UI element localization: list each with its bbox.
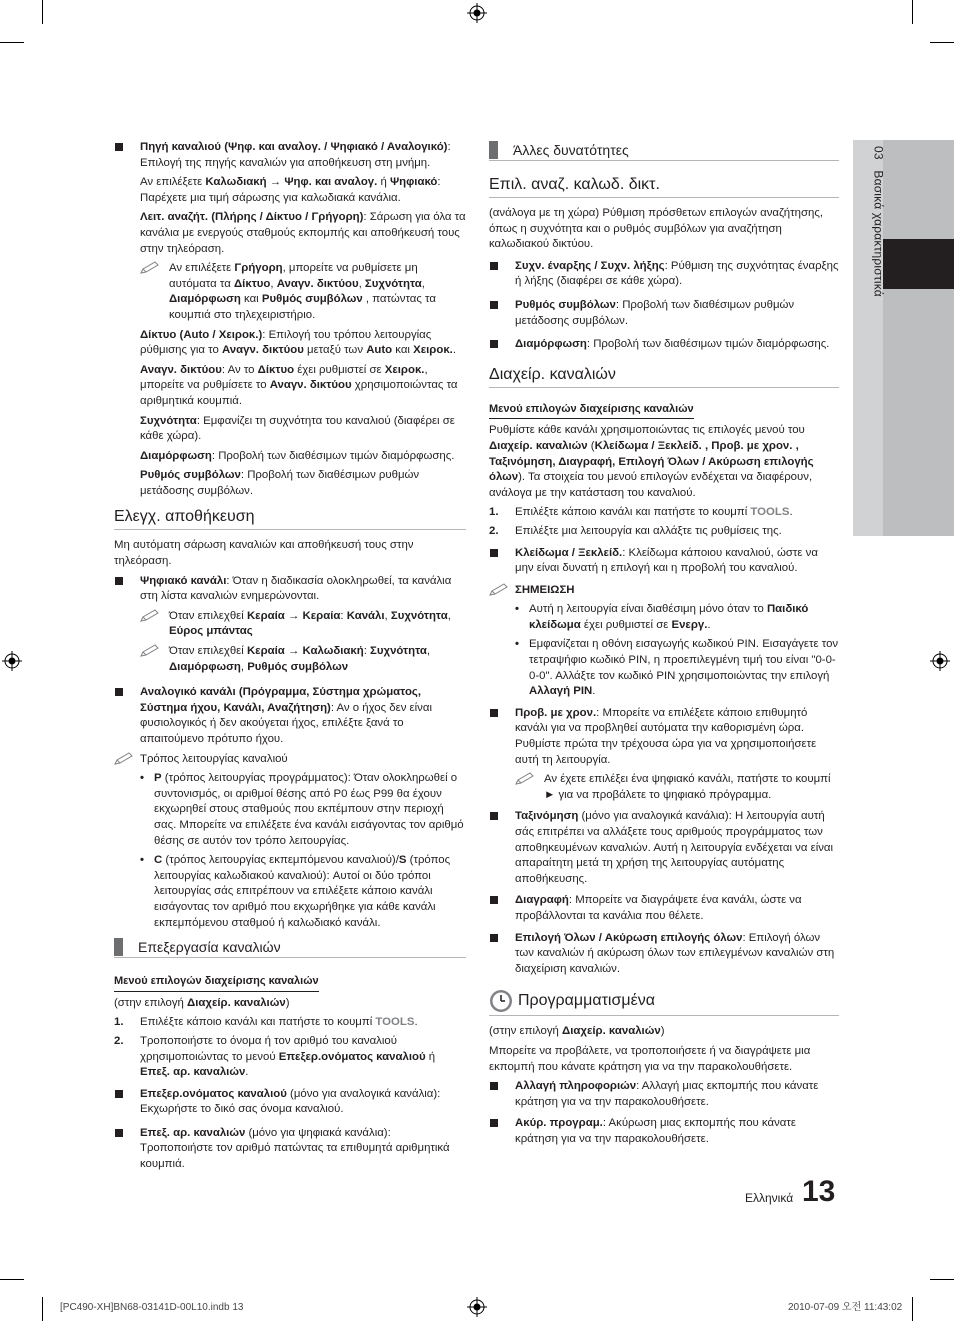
dot-bullet: •	[515, 638, 519, 651]
crop-mark	[930, 42, 954, 43]
paragraph: Μη αυτόματη σάρωση καναλιών και αποθήκευσή τους στην τηλεόραση.	[114, 539, 414, 568]
menu-heading: Μενού επιλογών διαχείρισης καναλιών	[489, 402, 694, 420]
crop-mark	[912, 1297, 913, 1321]
section-title-cable-search: Επιλ. αναζ. καλωδ. δικτ.	[489, 175, 839, 198]
list-item: • Εμφανίζεται η οθόνη εισαγωγής κωδικού PIN. Εισαγάγετε τον τετραψήφιο κωδικό PIN, η προεπιλεγμένη τιμή του είναι "0-0-0-0". Αλλάξτε τον κωδικό PIN χρησιμοποιώντας την επιλογή Αλλαγή PIN.	[515, 638, 839, 698]
bullet-timer-viewing: Προβ. με χρον.: Μπορείτε να επιλέξετε κάποιο επιθυμητό κανάλι για να προβληθεί αυτόματα την καθορισμένη ώρα. Ρυθμίστε πρώτα την τρέχουσα ώρα για να χρησιμοποιήσετε αυτή τη λειτουργία.	[489, 706, 839, 768]
section-bar-icon	[114, 938, 123, 956]
square-bullet-icon	[490, 262, 498, 270]
crop-mark	[42, 1297, 43, 1321]
paragraph: Δίκτυο (Auto / Χειροκ.): Επιλογή του τρόπου λειτουργίας ρύθμισης για το Αναγν. δικτύου μεταξύ των Auto και Χειροκ..	[140, 328, 457, 357]
note: Όταν επιλεχθεί Κεραία → Καλωδιακή: Συχνότητα, Διαμόρφωση, Ρυθμός συμβόλων	[114, 644, 466, 675]
bullet-change-info: Αλλαγή πληροφοριών: Αλλαγή μιας εκπομπής που κάνατε κράτηση για να την παρακολουθήσετε.	[489, 1079, 839, 1110]
square-bullet-icon	[490, 896, 498, 904]
note-pencil-icon	[140, 644, 160, 658]
note-pencil-icon	[515, 772, 535, 786]
square-bullet-icon	[490, 1082, 498, 1090]
crop-mark	[42, 0, 43, 24]
bullet-channel-source: Πηγή καναλιού (Ψηφ. και αναλογ. / Ψηφιακό / Αναλογικό): Επιλογή της πηγής καναλιών για αποθήκευση στη μνήμη.	[114, 140, 466, 171]
list-item: • Αυτή η λειτουργία είναι διαθέσιμη μόνο όταν το Παιδικό κλείδωμα έχει ρυθμιστεί σε Ενεργ..	[515, 603, 809, 631]
square-bullet-icon	[115, 143, 123, 151]
bullet-modulation: Διαμόρφωση: Προβολή των διαθέσιμων τιμών διαμόρφωσης.	[489, 337, 839, 353]
registration-mark-icon	[467, 1297, 487, 1317]
print-slug-date: 2010-07-09 오전 11:43:02	[788, 1302, 903, 1313]
registration-mark-icon	[2, 651, 22, 671]
section-title-manual-store: Ελεγχ. αποθήκευση	[114, 507, 466, 530]
crop-mark	[930, 1279, 954, 1280]
paragraph: (ανάλογα με τη χώρα) Ρύθμιση πρόσθετων επιλογών αναζήτησης, όπως η συχνότητα και ο ρυθμός συμβόλων για αναζήτηση καλωδιακού δικτύου.	[489, 207, 823, 251]
paragraph: Αν επιλέξετε Καλωδιακή → Ψηφ. και αναλογ. ή Ψηφιακό: Παρέχετε μια τιμή σάρωσης για καλωδιακά κανάλια.	[140, 176, 441, 204]
step-1: 1. Επιλέξτε κάποιο κανάλι και πατήστε το κουμπί TOOLS.	[489, 506, 793, 519]
square-bullet-icon	[115, 1090, 123, 1098]
chapter-tab-marker	[883, 239, 954, 289]
bullet-symbol-rate: Ρυθμός συμβόλων: Προβολή των διαθέσιμων ρυθμών μετάδοσης συμβόλων.	[489, 298, 839, 329]
section-title-edit-channels: Επεξεργασία καναλιών	[114, 937, 466, 958]
crop-mark	[0, 1279, 24, 1280]
paragraph: Μπορείτε να προβάλετε, να τροποποιήσετε ή να διαγράψετε μια εκπομπή που κάνατε κράτηση για να την παρακολουθήσετε.	[489, 1044, 811, 1073]
dot-bullet: •	[140, 854, 144, 867]
clock-icon	[489, 989, 513, 1013]
list-item: • C (τρόπος λειτουργίας εκπεμπόμενου καναλιού)/S (τρόπος λειτουργίας καλωδιακού καναλιού): Αυτοί οι δύο τρόποι λειτουργίας σάς επιτρέπουν να επιλέξετε κάποιο κανάλι εισάγοντας τον αριθμό που εκχωρήθηκε για κάθε κανάλι εκπεμπόμενου σταθμού ή καλωδιακό κανάλι.	[140, 854, 451, 929]
note-heading: ΣΗΜΕΙΩΣΗ	[489, 583, 839, 599]
crop-mark	[0, 42, 24, 43]
menu-heading: Μενού επιλογών διαχείρισης καναλιών	[114, 974, 319, 992]
step-1: 1. Επιλέξτε κάποιο κανάλι και πατήστε το κουμπί TOOLS.	[114, 1016, 418, 1029]
section-bar-icon	[489, 141, 498, 159]
left-column	[114, 140, 466, 1177]
chapter-tab-label: 03 Βασικά χαρακτηριστικά	[871, 146, 886, 297]
list-item: • P (τρόπος λειτουργίας προγράμματος): Όταν ολοκληρωθεί ο συντονισμός, οι αριθμοί θέσης από P0 έως P99 θα έχουν εκχωρηθεί στους σταθμούς που εκπέμπουν στην περιοχή σας. Μπορείτε να επιλέξετε ένα κανάλι εισάγοντας τον αριθμό θέσης σε αυτόν τον τρόπο λειτουργίας.	[140, 772, 464, 847]
right-column	[489, 140, 839, 1152]
chapter-tab-band	[883, 140, 954, 536]
square-bullet-icon	[115, 1129, 123, 1137]
registration-mark-icon	[930, 651, 950, 671]
print-slug-file: [PC490-XH]BN68-03141D-00L10.indb 13	[60, 1302, 244, 1313]
square-bullet-icon	[490, 340, 498, 348]
section-title-other-features: Άλλες δυνατότητες	[489, 140, 839, 161]
step-2: 2. Τροποποιήστε το όνομα ή τον αριθμό του καναλιού χρησιμοποιώντας το μενού Επεξερ.ονόματος καναλιού ή Επεξ. αρ. καναλιών.	[114, 1034, 436, 1079]
paragraph: Ρυθμός συμβόλων: Προβολή των διαθέσιμων ρυθμών μετάδοσης συμβόλων.	[140, 469, 420, 497]
bullet-digital-channel: Ψηφιακό κανάλι: Όταν η διαδικασία ολοκληρωθεί, τα κανάλια στη λίστα καναλιών ενημερώνονται.	[114, 574, 466, 605]
note: Τρόπος λειτουργίας καναλιού	[114, 752, 466, 768]
note-pencil-icon	[140, 609, 160, 623]
note: Αν έχετε επιλέξει ένα ψηφιακό κανάλι, πατήστε το κουμπί ► για να προβάλετε το ψηφιακό πρόγραμμα.	[489, 772, 839, 803]
footer-language: Ελληνικά	[745, 1191, 794, 1205]
note: Όταν επιλεχθεί Κεραία → Κεραία: Κανάλι, Συχνότητα, Εύρος μπάντας	[114, 609, 466, 640]
paragraph: Ρυθμίστε κάθε κανάλι χρησιμοποιώντας τις επιλογές μενού του Διαχείρ. καναλιών (Κλείδωμα / Ξεκλείδ. , Προβ. με χρον. , Ταξινόμηση, Διαγραφή, Επιλογή Όλων / Ακύρωση επιλογής όλων). Τα στοιχεία του μενού επιλογών ενδέχεται να διαφέρουν, ανάλογα με την κατάσταση του καναλιού.	[489, 424, 814, 499]
paragraph: Διαμόρφωση: Προβολή των διαθέσιμων τιμών διαμόρφωσης.	[140, 449, 455, 462]
bullet-sort: Ταξινόμηση (μόνο για αναλογικά κανάλια): Η λειτουργία αυτή σάς επιτρέπει να αλλάξετε τους αριθμούς προγράμματος των αποθηκευμένων καναλιών. Αυτή η λειτουργία ενδέχεται να είναι απαραίτητη μετά τη χρήση της λειτουργίας αυτόματης αποθήκευσης.	[489, 809, 839, 887]
square-bullet-icon	[490, 549, 498, 557]
bullet-start-stop-frequency: Συχν. έναρξης / Συχν. λήξης: Ρύθμιση της συχνότητας έναρξης ή λήξης (διαφέρει σε κάθε χώρα).	[489, 259, 839, 290]
note: Αν επιλέξετε Γρήγορη, μπορείτε να ρυθμίσετε μη αυτόματα τα Δίκτυο, Αναγν. δικτύου, Συχνότητα, Διαμόρφωση και Ρυθμός συμβόλων , πατώντας τα κουμπιά στο τηλεχειριστήριο.	[114, 261, 466, 323]
crop-mark	[912, 0, 913, 24]
section-title-channel-manager: Διαχείρ. καναλιών	[489, 365, 839, 388]
note-pencil-icon	[489, 583, 509, 597]
square-bullet-icon	[490, 934, 498, 942]
paragraph: (στην επιλογή Διαχείρ. καναλιών)	[114, 996, 290, 1009]
square-bullet-icon	[490, 709, 498, 717]
page-number: 13	[802, 1175, 836, 1208]
paragraph: (στην επιλογή Διαχείρ. καναλιών)	[489, 1025, 665, 1038]
square-bullet-icon	[115, 577, 123, 585]
square-bullet-icon	[115, 688, 123, 696]
dot-bullet: •	[140, 772, 144, 785]
bullet-edit-number: Επεξ. αρ. καναλιών (μόνο για ψηφιακά κανάλια): Τροποποιήστε τον αριθμό πατώντας τα επιθυμητά αριθμητικά κουμπιά.	[114, 1126, 466, 1173]
paragraph: Λειτ. αναζήτ. (Πλήρης / Δίκτυο / Γρήγορη): Σάρωση για όλα τα κανάλια με ενεργούς σταθμούς εκπομπής και αποθήκευσή τους στην τηλεόραση.	[140, 211, 466, 255]
square-bullet-icon	[490, 1119, 498, 1127]
note-pencil-icon	[140, 261, 160, 275]
bullet-edit-name: Επεξερ.ονόματος καναλιού (μόνο για αναλογικά κανάλια): Εκχωρήστε το δικό σας όνομα καναλιού.	[114, 1087, 466, 1118]
square-bullet-icon	[490, 812, 498, 820]
registration-mark-icon	[467, 3, 487, 23]
paragraph: Αναγν. δικτύου: Αν το Δίκτυο έχει ρυθμιστεί σε Χειροκ., μπορείτε να ρυθμίσετε το Αναγν. δικτύου χρησιμοποιώντας τα αριθμητικά κουμπιά.	[140, 363, 458, 407]
dot-bullet: •	[515, 603, 519, 616]
bullet-select-all: Επιλογή Όλων / Ακύρωση επιλογής όλων: Επιλογή όλων των καναλιών ή ακύρωση όλων των επιλεγμένων καναλιών στη διαχείριση καναλιών.	[489, 931, 839, 978]
bullet-lock-unlock: Κλείδωμα / Ξεκλείδ.: Κλείδωμα κάποιου καναλιού, ώστε να μην είναι δυνατή η επιλογή και η προβολή του καναλιού.	[489, 546, 839, 577]
bullet-cancel-schedule: Ακύρ. προγραμ.: Ακύρωση μιας εκπομπής που κάνατε κράτηση για να την παρακολουθήσετε.	[489, 1116, 839, 1147]
note-pencil-icon	[114, 752, 134, 766]
bullet-analog-channel: Αναλογικό κανάλι (Πρόγραμμα, Σύστημα χρώματος, Σύστημα ήχου, Κανάλι, Αναζήτηση): Αν ο ήχος δεν είναι φυσιολογικός ή δεν ακούγεται ήχος, επιλέξτε ξανά το απαιτούμενο πρότυπο ήχου.	[114, 685, 466, 747]
square-bullet-icon	[490, 301, 498, 309]
section-title-scheduled: Προγραμματισμένα	[489, 989, 839, 1016]
paragraph: Συχνότητα: Εμφανίζει τη συχνότητα του καναλιού (διαφέρει σε κάθε χώρα).	[140, 414, 455, 443]
bullet-delete: Διαγραφή: Μπορείτε να διαγράψετε ένα κανάλι, ώστε να προβάλλονται τα κανάλια που θέλετε.	[489, 893, 839, 924]
step-2: 2. Επιλέξτε μια λειτουργία και αλλάξτε τις ρυθμίσεις της.	[489, 524, 782, 537]
